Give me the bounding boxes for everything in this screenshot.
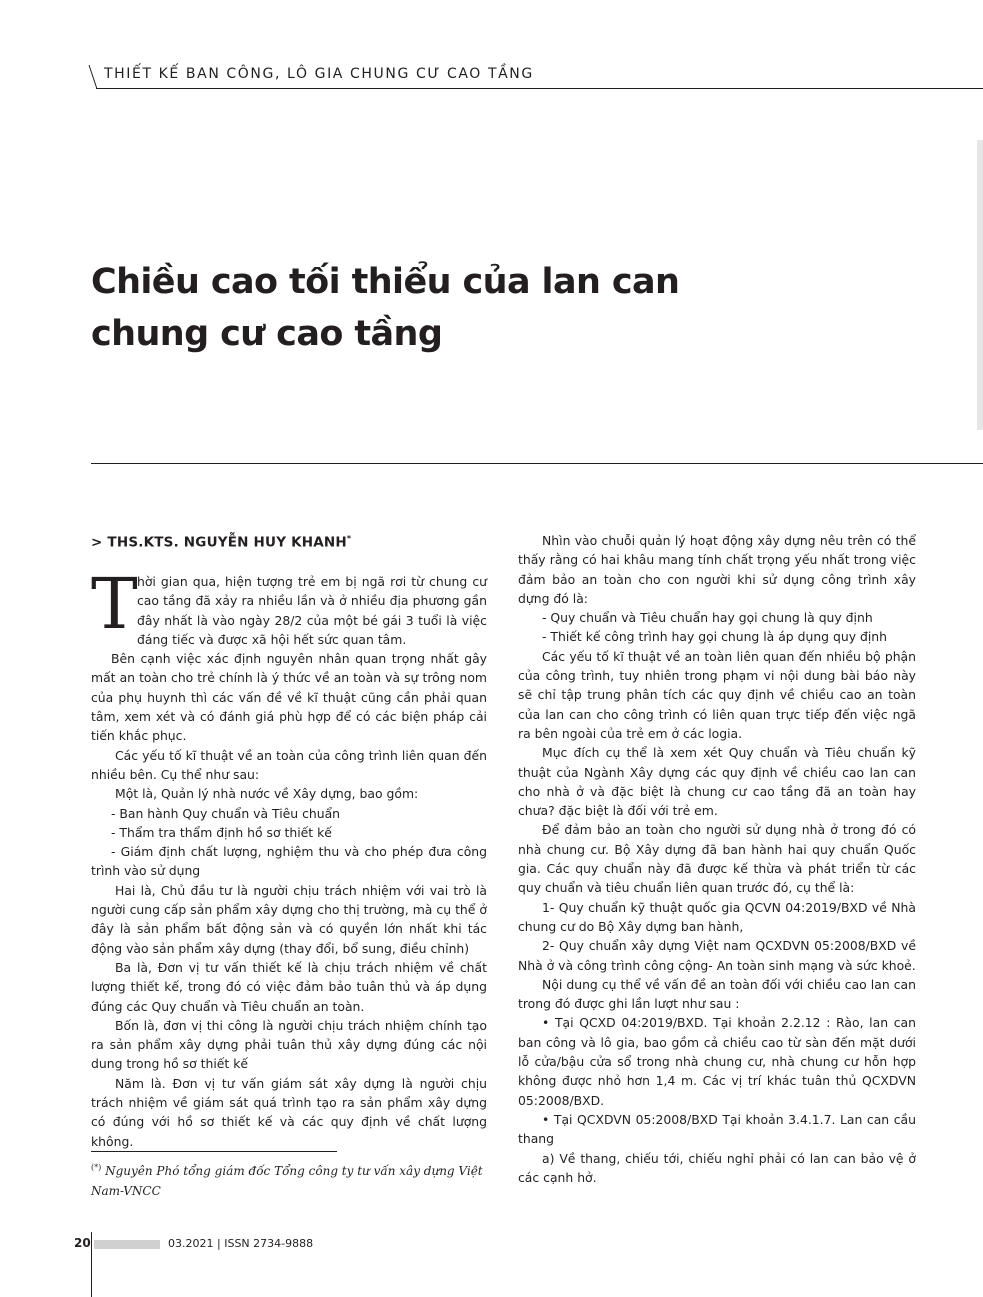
- author-name: > THS.KTS. NGUYỄN HUY KHANH: [91, 534, 347, 551]
- title-line-1: Chiều cao tối thiểu của lan can: [91, 262, 680, 302]
- title-line-2: chung cư cao tầng: [91, 314, 443, 354]
- folio-separator: |: [217, 1237, 221, 1250]
- section-label: THIẾT KẾ BAN CÔNG, LÔ GIA CHUNG CƯ CAO TẦNG: [104, 66, 534, 82]
- page-number: 20: [74, 1236, 91, 1250]
- drop-cap: T: [91, 563, 138, 645]
- paragraph: Nội dung cụ thể về vấn đề an toàn đối với chiều cao lan can trong đó được ghi lần lượt như sau :: [518, 976, 916, 1012]
- footnote-mark: (*): [91, 1163, 102, 1172]
- list-item: - Ban hành Quy chuẩn và Tiêu chuẩn: [111, 805, 341, 821]
- list-item: - Giám định chất lượng, nghiệm thu và cho phép đưa công trình vào sử dụng: [91, 844, 487, 879]
- list-item: - Thẩm tra thẩm định hồ sơ thiết kế: [111, 824, 332, 840]
- paragraph: Để đảm bảo an toàn cho người sử dụng nhà ở trong đó có nhà chung cư. Bộ Xây dựng đã ban hành hai quy chuẩn Quốc gia. Các quy chuẩn này đã được kế thừa và phát triển từ các quy chuẩn và tiêu chuẩn liên quan trước đó, cụ thể là:: [518, 822, 916, 896]
- paragraph-text: hời gian qua, hiện tượng trẻ em bị ngã rơi từ chung cư cao tầng đã xảy ra nhiều lần và ở nhiều địa phương gần đây nhất là vào ngày 28/2 của một bé gái 3 tuổi là việc đáng tiếc và được xã hội hết sức quan tâm.: [137, 574, 487, 647]
- list-item: 2- Quy chuẩn xây dựng Việt nam QCXDVN 05:2008/BXD về Nhà ở và công trình công cộng- An toàn sinh mạng và sức khoẻ.: [518, 938, 916, 973]
- issue-date: 03.2021: [168, 1237, 214, 1250]
- title-divider: [91, 463, 983, 464]
- header-slash-icon: [88, 64, 102, 90]
- list-item: • Tại QCXDVN 05:2008/BXD Tại khoản 3.4.1.7. Lan can cầu thang: [518, 1111, 916, 1147]
- paragraph: Bên cạnh việc xác định nguyên nhân quan trọng nhất gây mất an toàn cho trẻ chính là ý thức về an toàn và sự trông nom của phụ huynh thì các vấn đề về kĩ thuật cũng cần phải quan tâm, xem xét và có đánh giá phù hợp để có các biện pháp cải tiến khắc phục.: [91, 651, 487, 744]
- issn: ISSN 2734-9888: [224, 1237, 314, 1250]
- section-header: [88, 64, 983, 90]
- author-footnote-mark: *: [346, 534, 352, 543]
- header-rule: [96, 88, 983, 89]
- paragraph: Nhìn vào chuỗi quản lý hoạt động xây dựng nêu trên có thể thấy rằng có hai khâu mang tính chất trọng yếu nhất trong việc đảm bảo an toàn cho con người khi sử dụng công trình xây dựng đó là:: [518, 533, 916, 606]
- page-edge-tab: [977, 140, 983, 430]
- paragraph: a) Về thang, chiếu tới, chiếu nghỉ phải có lan can bảo vệ ở các cạnh hở.: [518, 1150, 916, 1185]
- paragraph: Bốn là, đơn vị thi công là người chịu trách nhiệm chính tạo ra sản phẩm xây dựng phải tuân thủ xây dựng đúng các nội dung trong hồ sơ thiết kế: [91, 1017, 487, 1072]
- footnote-text: Nguyên Phó tổng giám đốc Tổng công ty tư vấn xây dựng Việt Nam-VNCC: [91, 1164, 483, 1198]
- page-folio: [74, 1234, 313, 1252]
- footnote-divider: [91, 1151, 337, 1152]
- paragraph: Các yếu tố kĩ thuật về an toàn của công trình liên quan đến nhiều bên. Cụ thể như sau:: [91, 747, 487, 782]
- magazine-logo: [94, 1240, 160, 1249]
- paragraph: Ba là, Đơn vị tư vấn thiết kế là chịu trách nhiệm về chất lượng thiết kế, trong đó có việc đảm bảo tuân thủ và áp dụng đúng các Quy chuẩn và Tiêu chuẩn an toàn.: [91, 959, 487, 1014]
- paragraph: Các yếu tố kĩ thuật về an toàn liên quan đến nhiều bộ phận của công trình, tuy nhiên trong phạm vi nội dung bài báo này sẽ chỉ tập trung phân tích các quy định về chiều cao an toàn của lan can cho công trình có liên quan trực tiếp đến việc ngã ra bên ngoài của trẻ em ở các logia.: [518, 648, 916, 741]
- list-item: 1- Quy chuẩn kỹ thuật quốc gia QCVN 04:2019/BXD về Nhà chung cư do Bộ Xây dựng ban hành,: [518, 899, 916, 934]
- list-item: - Quy chuẩn và Tiêu chuẩn hay gọi chung là quy định: [542, 610, 873, 626]
- list-item: • Tại QCXD 04:2019/BXD. Tại khoản 2.2.12 : Rào, lan can ban công và lô gia, bao gồm cả chiều cao từ sàn đến mặt dưới lỗ cửa/bậu cửa sổ trong nhà chung cư, nhà chung cư hỗn hợp không được nhỏ hơn 1,4 m. Các vị trí khác tuân thủ QCXDVN 05:2008/BXD.: [518, 1015, 916, 1108]
- left-column: [91, 563, 487, 1151]
- article-title: [91, 256, 711, 360]
- paragraph: Mục đích cụ thể là xem xét Quy chuẩn và Tiêu chuẩn kỹ thuật của Ngành Xây dựng các quy định về chiều cao lan can cho nhà ở và đặc biệt là chung cư cao tầng đã an toàn hay chưa? đặc biệt là đối với trẻ em.: [518, 745, 916, 819]
- paragraph: Năm là. Đơn vị tư vấn giám sát xây dựng là người chịu trách nhiệm về giám sát quá trình tạo ra sản phẩm xây dựng có đúng với hồ sơ thiết kế và các quy định về chất lượng không.: [91, 1075, 487, 1149]
- paragraph: Một là, Quản lý nhà nước về Xây dựng, bao gồm:: [115, 786, 419, 802]
- paragraph: Hai là, Chủ đầu tư là người chịu trách nhiệm với vai trò là người cung cấp sản phẩm xây dựng cho thị trường, mà cụ thể ở đây là sản phẩm bất động sản và có quyền lớn nhất khi tác động vào sản phẩm xây dựng (thay đổi, bổ sung, điều chỉnh): [91, 882, 487, 956]
- paragraph: [91, 563, 487, 649]
- footnote: [91, 1158, 491, 1201]
- author-byline: [91, 534, 351, 551]
- list-item: - Thiết kế công trình hay gọi chung là áp dụng quy định: [542, 629, 887, 645]
- right-column: [518, 531, 916, 1187]
